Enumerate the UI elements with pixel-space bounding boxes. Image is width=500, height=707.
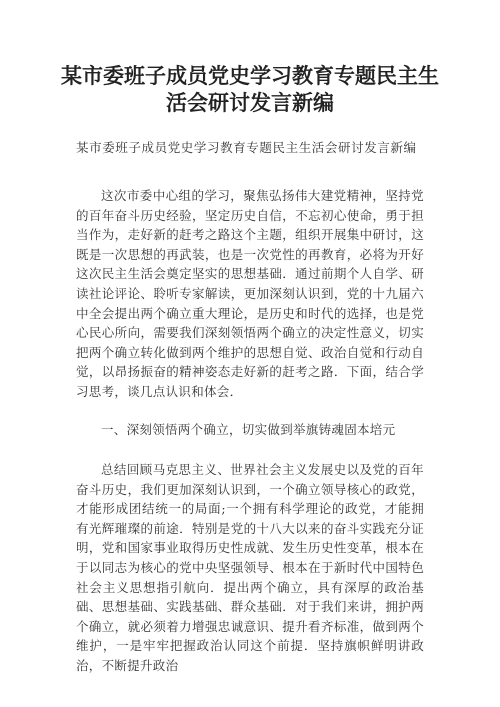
- section-heading: 一、深刻领悟两个确立，切实做到举旗铸魂固本培元: [101, 422, 396, 437]
- body-paragraph-section-one: 总结回顾马克思主义、世界社会主义发展史以及党的百年奋斗历史，我们更加深刻认识到，一个确立领导核心的政党，才能形成团结统一的局面;一个拥有科学理论的政党，才能拥有光辉璀璨的前途．特别是党的十八大以来的奋斗实践充分证明，党和国家事业取得历史性成就、发生历史性变革，根本在于以同志为核心的党中央坚强领导、根本在于新时代中国特色社会主义思想指引航向．提出两个确立，具有深厚的政治基础、思想基础、实践基础、群众基础．对于我们来讲，拥护两个确立，就必须着力增强忠诚意识、提升看齐标准，做到两个维护，一是牢牢把握政治认同这个前提．坚持旗帜鲜明讲政治，不断提升政治: [76, 462, 424, 673]
- document-subtitle: 某市委班子成员党史学习教育专题民主生活会研讨发言新编: [76, 140, 417, 155]
- document-title: 某市委班子成员党史学习教育专题民主生活会研讨发言新编: [61, 63, 439, 115]
- body-paragraph-intro: 这次市委中心组的学习，聚焦弘扬伟大建党精神，坚持党的百年奋斗历史经验，坚定历史自信，不忘初心使命，勇于担当作为，走好新的赶考之路这个主题，组织开展集中研讨，这既是一次思想的再武装，也是一次党性的再教育，必将为开好这次民主生活会奠定坚实的思想基础．通过前期个人自学、研读社论评论、聆听专家解读，更加深刻认识到，党的十九届六中全会提出两个确立重大理论，是历史和时代的选择，也是党心民心所向，需要我们深刻领悟两个确立的决定性意义，切实把两个确立转化做到两个维护的思想自觉、政治自觉和行动自觉，以昂扬振奋的精神姿态走好新的赶考之路．下面，结合学习思考，谈几点认识和体会．: [76, 188, 424, 399]
